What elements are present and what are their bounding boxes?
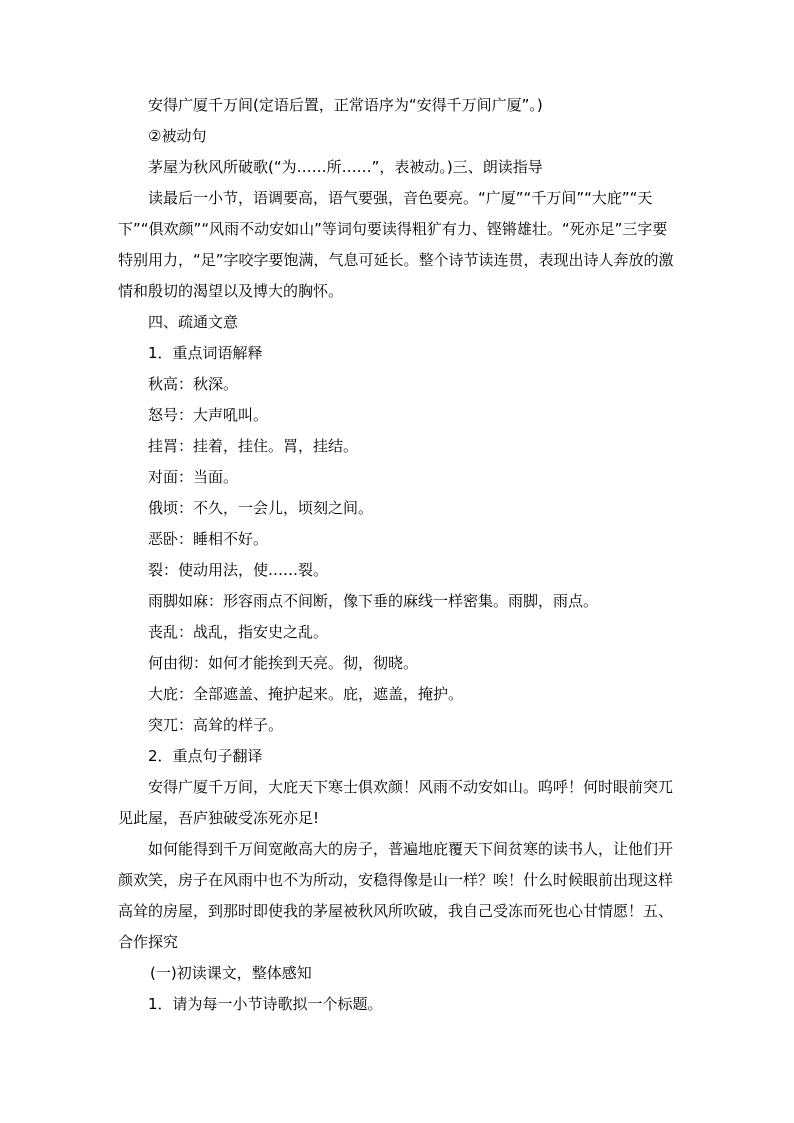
word-entry: 秋高：秋深。 [148, 375, 239, 393]
word-entry: 雨脚如麻：形容雨点不间断，像下垂的麻线一样密集。雨脚，雨点。 [148, 592, 599, 610]
paragraph-original-sentence: 安得广厦千万间，大庇天下寒士俱欢颜！风雨不动安如山。呜呼！何时眼前突兀见此屋，吾庐独破受冻死亦足! [118, 778, 674, 827]
paragraph-question: 1．请为每一小节诗歌拟一个标题。 [148, 995, 383, 1013]
subheading-first-reading: (一)初读课文，整体感知 [150, 964, 312, 982]
paragraph-passive-heading: ②被动句 [148, 127, 207, 145]
paragraph-passive-example: 茅屋为秋风所破歌(“为……所……”，表被动。)三、朗读指导 [148, 158, 543, 176]
subheading-key-sentences: 2．重点句子翻译 [148, 747, 263, 765]
word-entry: 大庇：全部遮盖、掩护起来。庇，遮盖，掩护。 [148, 685, 464, 703]
word-entry: 恶卧：睡相不好。 [148, 530, 269, 548]
word-entry: 挂罥：挂着，挂住。罥，挂结。 [148, 437, 359, 455]
paragraph-translation: 如何能得到千万间宽敞高大的房子，普遍地庇覆天下间贫寒的读书人，让他们开颜欢笑，房子在风雨中也不为所动，安稳得像是山一样？唉！什么时候眼前出现这样高耸的房屋，到那时即使我的茅屋被秋风所吹破，我自己受冻而死也心甘情愿！五、合作探究 [118, 840, 674, 951]
word-entry: 丧乱：战乱，指安史之乱。 [148, 623, 329, 641]
word-entry: 何由彻：如何才能挨到天亮。彻，彻晓。 [148, 654, 419, 672]
word-entry: 对面：当面。 [148, 468, 239, 486]
document-body [118, 90, 678, 1020]
word-entry: 突兀：高耸的样子。 [148, 716, 284, 734]
word-entry: 裂：使动用法，使……裂。 [148, 561, 329, 579]
section-heading-meaning: 四、疏通文意 [148, 313, 239, 331]
word-entry: 怒号：大声吼叫。 [148, 406, 269, 424]
paragraph-reading-guide: 读最后一小节，语调要高，语气要强，音色要亮。“广厦”“千万间”“大庇”“天下”“俱欢颜”“风雨不动安如山”等词句要读得粗犷有力、铿锵雄壮。“死亦足”三字要特别用力，“足”字咬字要饱满，气息可延长。整个诗节读连贯，表现出诗人奔放的激情和殷切的渴望以及博大的胸怀。 [118, 189, 674, 300]
paragraph-attributive-postposition: 安得广厦千万间(定语后置，正常语序为“安得千万间广厦”。) [148, 96, 543, 114]
word-entry: 俄顷：不久，一会儿，顷刻之间。 [148, 499, 374, 517]
subheading-key-words: 1．重点词语解释 [148, 344, 263, 362]
